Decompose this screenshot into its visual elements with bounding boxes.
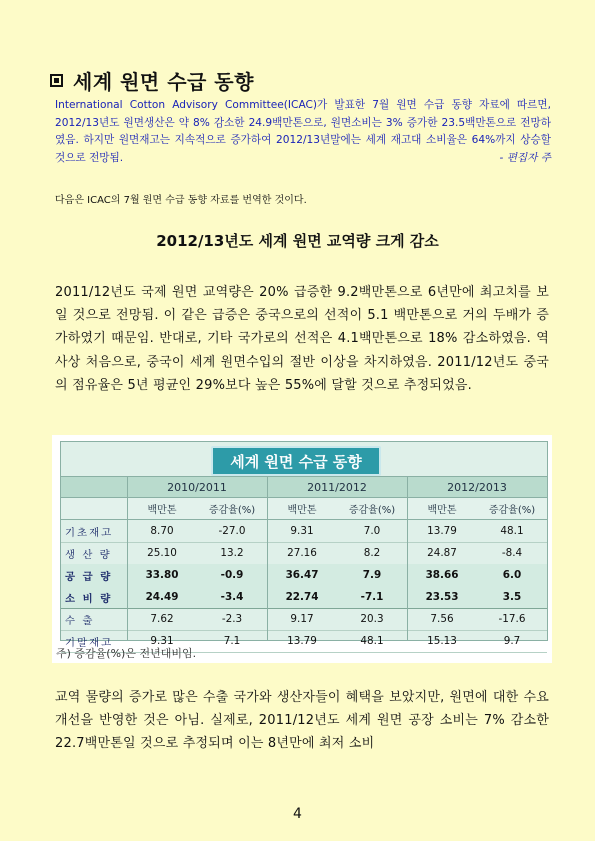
table-cell: 13.79 xyxy=(427,525,457,537)
table-cell: 13.79 xyxy=(287,635,317,647)
page-number: 4 xyxy=(293,806,302,822)
unit-header: 증감율(%) xyxy=(337,498,407,520)
row-label: 수 출 xyxy=(65,614,95,627)
table-cell: 9.31 xyxy=(150,635,174,647)
supply-demand-figure xyxy=(52,435,552,663)
row-label: 소 비 량 xyxy=(65,592,113,605)
divider xyxy=(407,476,408,640)
table-title: 세계 원면 수급 동향 xyxy=(211,446,381,476)
table-cell: 7.0 xyxy=(363,525,381,537)
table-cell: 9.7 xyxy=(503,635,521,647)
table-row xyxy=(61,564,547,587)
table-cell: 7.56 xyxy=(430,613,454,625)
table-cell: 24.49 xyxy=(145,591,179,603)
table-cell: -27.0 xyxy=(218,525,246,537)
table-cell: 7.9 xyxy=(362,569,382,581)
table-cell: 27.16 xyxy=(287,547,317,559)
table-cell: 25.10 xyxy=(147,547,177,559)
table-cell: 15.13 xyxy=(427,635,457,647)
divider xyxy=(127,476,128,640)
supply-demand-table xyxy=(60,441,548,649)
table-cell: -17.6 xyxy=(498,613,526,625)
table-cell: 13.2 xyxy=(220,547,244,559)
paragraph-1: 2011/12년도 국제 원면 교역량은 20% 급증한 9.2백만톤으로 6년만에 최고치를 보일 것으로 전망됨. 이 같은 급증은 중국으로의 선적이 5.1 백만톤으로 거의 두배가 증가하였기 때문임. 반대로, 기타 국가로의 선적은 4.1백만톤으로 18% 감소하였음. 역사상 처음으로, 중국이 세계 원면수입의 절반 이상을 차지하였음. 2011/12년도 중국의 점유율은 5년 평균인 29%보다 높은 55%에 달할 것으로 추정되었음. xyxy=(55,285,549,393)
table-cell: 3.5 xyxy=(502,591,522,603)
table-cell: 8.2 xyxy=(363,547,381,559)
editor-note xyxy=(55,97,551,167)
row-label: 생 산 량 xyxy=(65,548,112,561)
year-header: 2012/2013 xyxy=(407,476,547,498)
paragraph-2: 교역 물량의 증가로 많은 수출 국가와 생산자들이 혜택을 보았지만, 원면에 대한 수요 개선을 반영한 것은 아님. 실제로, 2011/12년도 세계 원면 공장 소비는 7% 감소한 22.7백만톤일 것으로 추정되며 이는 8년만에 최저 소비 xyxy=(55,690,549,752)
corner-cell xyxy=(61,476,127,498)
table-row xyxy=(61,608,547,631)
editor-signature: - 편집자 주 xyxy=(499,151,551,164)
year-header-row xyxy=(61,476,547,498)
table-cell: -3.4 xyxy=(220,591,244,603)
table-cell: 6.0 xyxy=(502,569,522,581)
year-header: 2010/2011 xyxy=(127,476,267,498)
table-cell: 7.62 xyxy=(150,613,174,625)
row-label: 공 급 량 xyxy=(65,570,113,583)
unit-header: 증감율(%) xyxy=(477,498,547,520)
table-cell: -2.3 xyxy=(221,613,243,625)
table-cell: 8.70 xyxy=(150,525,174,537)
section-title-text: 세계 원면 수급 동향 xyxy=(73,70,254,94)
table-cell: -8.4 xyxy=(501,547,523,559)
table-row xyxy=(61,586,547,609)
table-cell: 9.17 xyxy=(290,613,314,625)
table-cell: 24.87 xyxy=(427,547,457,559)
unit-header: 백만톤 xyxy=(407,498,477,520)
year-header: 2011/2012 xyxy=(267,476,407,498)
table-cell: 33.80 xyxy=(145,569,179,581)
unit-header: 백만톤 xyxy=(267,498,337,520)
table-cell: 20.3 xyxy=(360,613,384,625)
table-cell: 36.47 xyxy=(285,569,319,581)
table-cell: 22.74 xyxy=(285,591,319,603)
row-label: 기초재고 xyxy=(65,526,114,539)
section-heading xyxy=(50,66,254,95)
table-footnote: 주) 증감율(%)은 전년대비임. xyxy=(56,647,197,660)
table-cell: 48.1 xyxy=(500,525,524,537)
article-subtitle: 2012/13년도 세계 원면 교역량 크게 감소 xyxy=(156,232,439,250)
table-row xyxy=(61,520,547,543)
table-cell: 23.53 xyxy=(425,591,459,603)
table-cell: -7.1 xyxy=(360,591,384,603)
corner-cell xyxy=(61,498,127,520)
translation-note: 다음은 ICAC의 7월 원면 수급 동향 자료를 번역한 것이다. xyxy=(55,195,307,206)
divider xyxy=(267,476,268,640)
unit-header: 증감율(%) xyxy=(197,498,267,520)
table-cell: 7.1 xyxy=(223,635,241,647)
editor-note-text: International Cotton Advisory Committee(ICAC)가 발표한 7월 원면 수급 동향 자료에 따르면, 2012/13년도 원면생산은 약 8% 감소한 24.9백만톤으로, 원면소비는 3% 증가한 23.5백만톤으로 전망하였음. 하지만 원면재고는 지속적으로 증가하여 2012/13년말에는 세계 재고대 소비율은 64%까지 상승할 것으로 전망됨. xyxy=(55,99,551,164)
table-cell: 38.66 xyxy=(425,569,459,581)
table-row xyxy=(61,542,547,565)
table-cell: 48.1 xyxy=(360,635,384,647)
unit-header-row xyxy=(61,498,547,520)
table-cell: 9.31 xyxy=(290,525,314,537)
unit-header: 백만톤 xyxy=(127,498,197,520)
row-label: 기말재고 xyxy=(65,636,114,649)
table-cell: -0.9 xyxy=(220,569,244,581)
square-bullet-icon xyxy=(50,74,63,87)
